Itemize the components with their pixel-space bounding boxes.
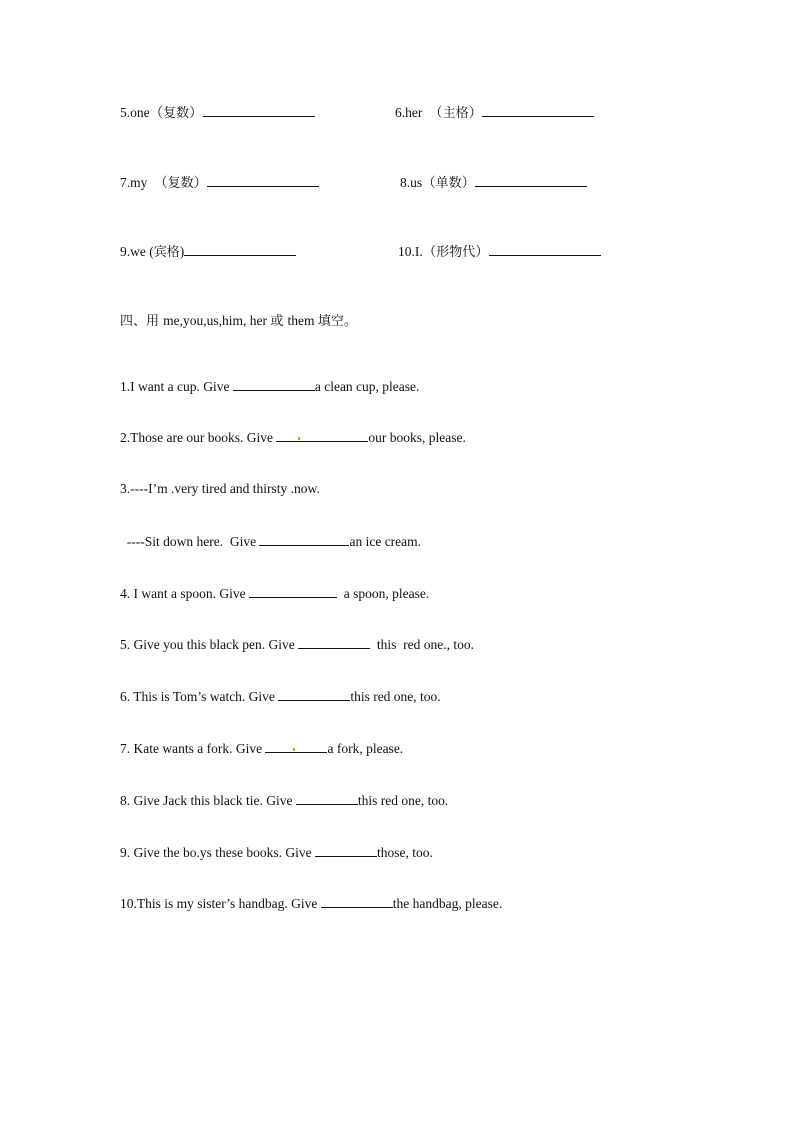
- answer-blank[interactable]: [184, 242, 296, 256]
- fill-item-3: [120, 480, 320, 498]
- heading-them: them: [287, 313, 318, 328]
- item-suffix: ）: [189, 105, 203, 120]
- answer-blank[interactable]: [298, 635, 370, 649]
- item-before: 5. Give you this black pen. Give: [120, 637, 299, 652]
- item-before: 10.This is my sister’s handbag. Give: [120, 896, 321, 911]
- item-prefix: 7.my （: [120, 175, 168, 190]
- fill-item-9: [120, 843, 433, 862]
- fill-item-5: [120, 635, 474, 654]
- item-after: a fork, please.: [327, 741, 404, 756]
- answer-blank[interactable]: [482, 103, 594, 117]
- fill-item-7: [120, 739, 403, 758]
- item-hint: 宾格: [153, 245, 180, 260]
- item-after: this red one, too.: [357, 793, 449, 808]
- item-before: ----Sit down here. Give: [120, 534, 260, 549]
- answer-blank[interactable]: [315, 843, 377, 857]
- item-after: this red one, too.: [350, 689, 441, 704]
- conversion-item-9: [120, 242, 296, 262]
- item-prefix: 10.I.（: [398, 244, 437, 259]
- item-text: 3.----I’m .very tired and thirsty .now.: [120, 481, 320, 496]
- fill-item-10: [120, 894, 502, 913]
- item-after: an ice cream.: [349, 534, 422, 549]
- answer-blank[interactable]: [475, 173, 587, 187]
- ink-mark: [293, 748, 295, 751]
- item-before: 8. Give Jack this black tie. Give: [120, 793, 296, 808]
- answer-blank[interactable]: [203, 103, 315, 117]
- item-suffix: ）: [475, 244, 489, 259]
- heading-words: me,you,us,him, her: [163, 313, 271, 328]
- conversion-item-10: [398, 242, 601, 262]
- fill-item-4: [120, 584, 429, 603]
- heading-suffix: 填空。: [317, 314, 357, 329]
- answer-blank[interactable]: [259, 532, 349, 546]
- section-heading: [120, 312, 357, 331]
- answer-blank[interactable]: [296, 791, 358, 805]
- fill-item-6: [120, 687, 441, 706]
- item-hint: 复数: [163, 106, 190, 121]
- item-tail: ., too.: [443, 637, 474, 652]
- answer-blank[interactable]: [276, 428, 368, 442]
- item-suffix: ）: [193, 175, 208, 190]
- fill-item-8: [120, 791, 448, 810]
- heading-or: 或: [270, 314, 288, 329]
- item-hint: 单数: [435, 176, 462, 191]
- answer-blank[interactable]: [207, 173, 319, 187]
- item-prefix: 5.one（: [120, 105, 164, 120]
- item-hint: 形物代: [436, 245, 476, 260]
- answer-blank[interactable]: [489, 242, 601, 256]
- item-prefix: 6.her （: [395, 105, 443, 120]
- item-prefix: 8.us（: [400, 175, 436, 190]
- fill-item-3-reply: [120, 532, 421, 551]
- answer-blank[interactable]: [278, 687, 350, 701]
- ink-mark: [298, 437, 300, 440]
- item-before: 9. Give the bo.ys these books. Give: [120, 845, 315, 860]
- item-after: those, too.: [376, 845, 433, 860]
- answer-blank[interactable]: [321, 894, 393, 908]
- conversion-item-7: [120, 173, 319, 193]
- item-suffix: ): [179, 244, 185, 259]
- item-suffix: ）: [461, 175, 476, 190]
- answer-blank[interactable]: [233, 377, 315, 391]
- item-after: the handbag, please.: [392, 896, 503, 911]
- item-after: a clean cup, please.: [314, 379, 420, 394]
- item-suffix: ）: [468, 105, 483, 120]
- heading-prefix: 四、用: [120, 314, 164, 329]
- answer-blank[interactable]: [265, 739, 327, 753]
- fill-item-2: [120, 428, 466, 447]
- item-before: 1.I want a cup. Give: [120, 379, 233, 394]
- answer-blank[interactable]: [249, 584, 337, 598]
- item-before: 7. Kate wants a fork. Give: [120, 741, 266, 756]
- item-after: a spoon, please.: [336, 586, 430, 601]
- item-after: our books, please.: [368, 430, 466, 445]
- item-before: 4. I want a spoon. Give: [120, 586, 249, 601]
- item-hint: 主格: [442, 106, 469, 121]
- conversion-item-5: [120, 103, 315, 123]
- conversion-item-8: [400, 173, 587, 193]
- item-hint: 复数: [167, 176, 194, 191]
- item-before: 2.Those are our books. Give: [120, 430, 277, 445]
- fill-item-1: [120, 377, 419, 396]
- item-before: 6. This is Tom’s watch. Give: [120, 689, 279, 704]
- item-prefix: 9.we (: [120, 244, 154, 259]
- item-after: this red one: [370, 637, 444, 652]
- conversion-item-6: [395, 103, 594, 123]
